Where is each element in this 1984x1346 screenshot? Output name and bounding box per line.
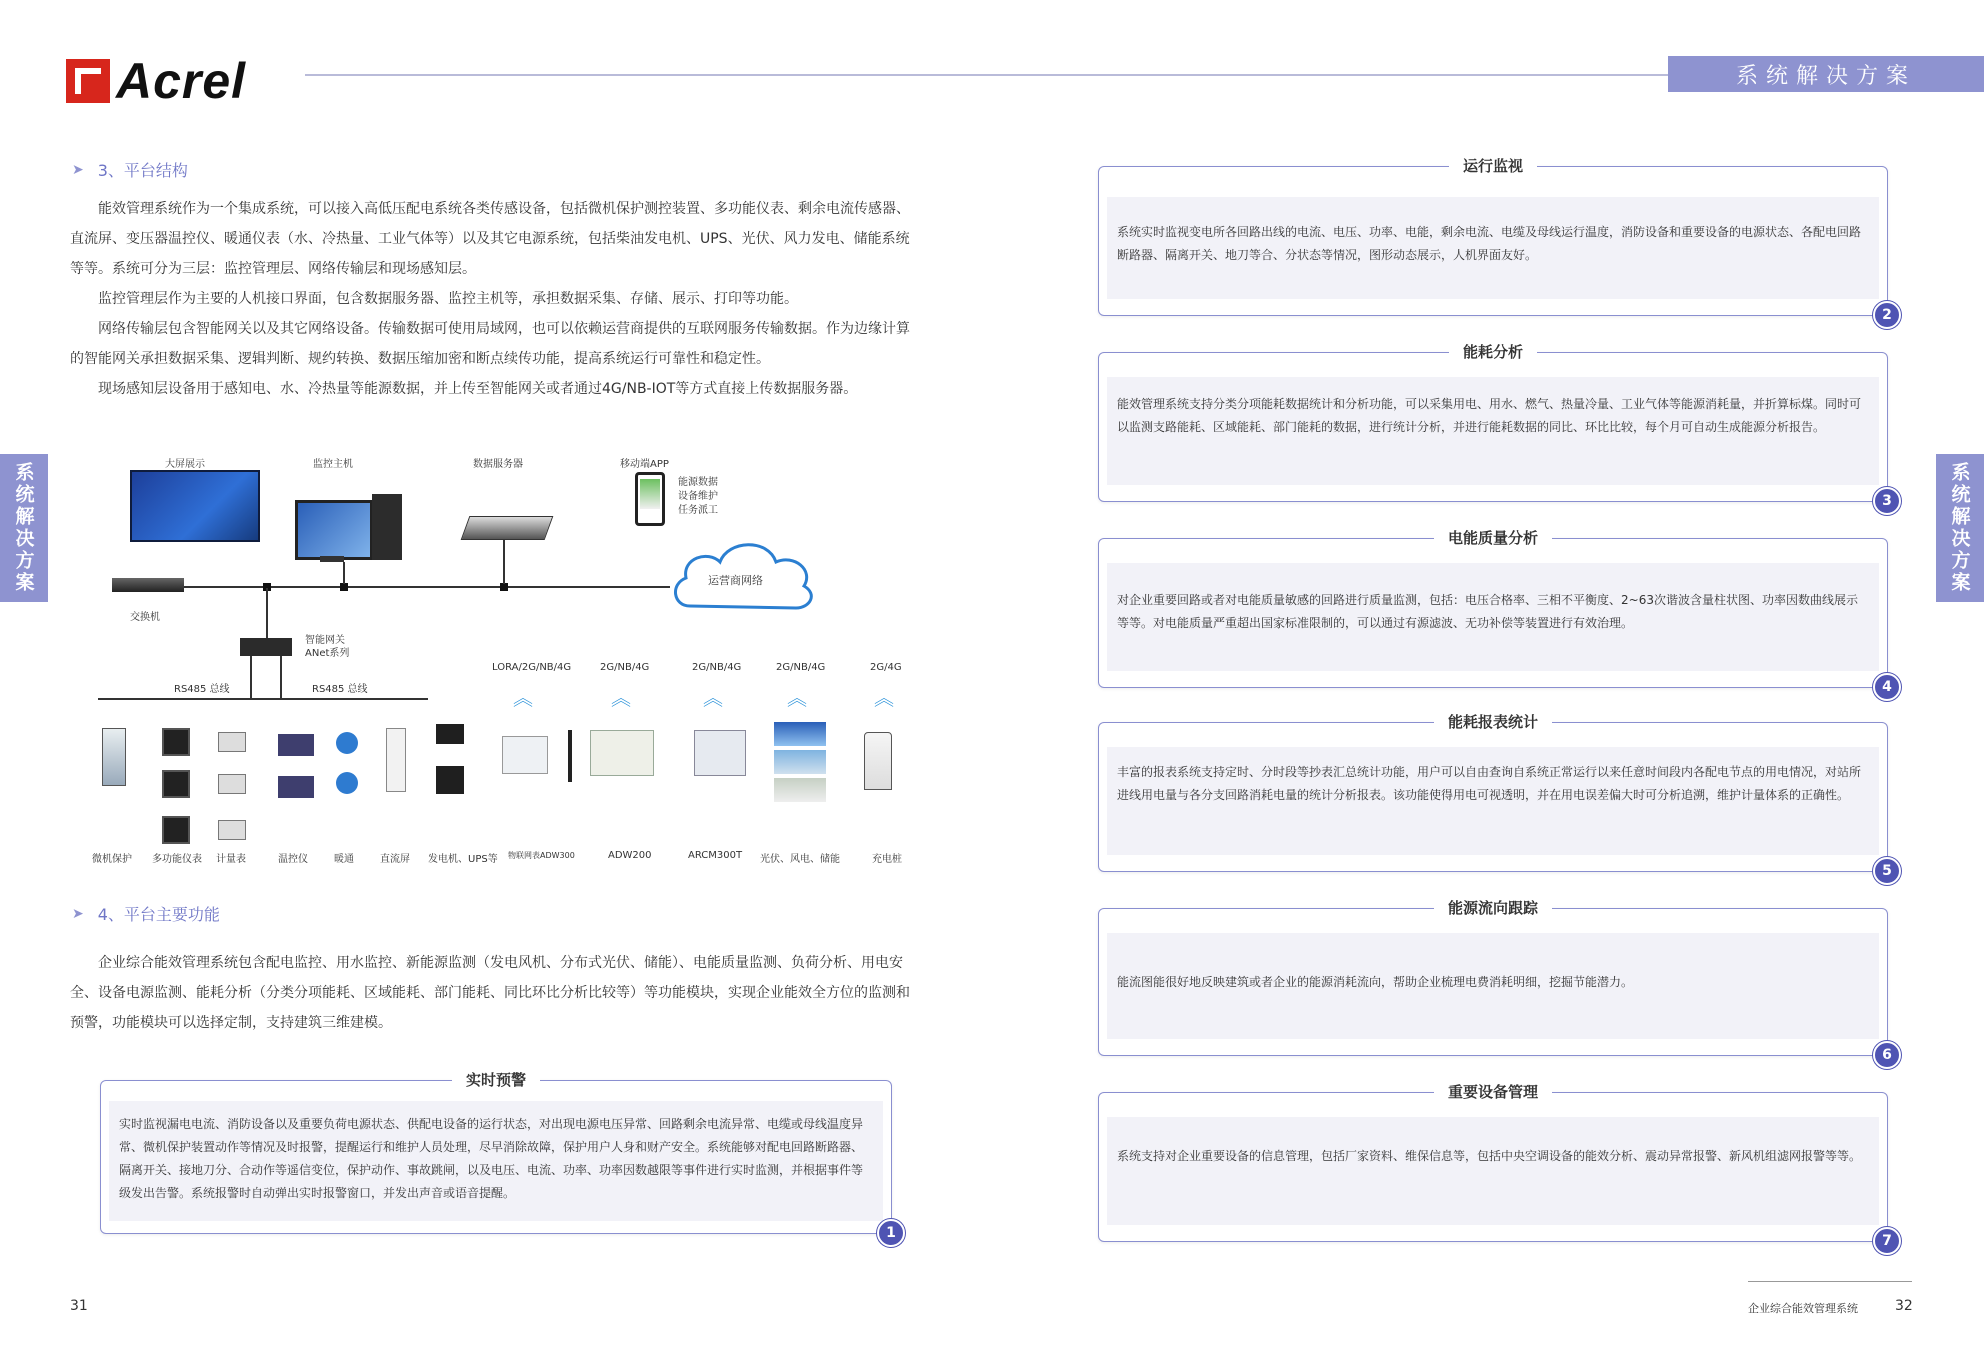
section-4-body [70,948,918,1038]
device-label: 暖通 [334,854,354,865]
multifunction-meter [162,770,190,798]
app-features [678,476,718,518]
multifunction-meter [162,728,190,756]
feature-box-equipment-management [1098,1083,1892,1249]
mobile-phone [635,472,665,526]
label-rs485-right: RS485 总线 [312,684,368,695]
device-label: 发电机、UPS等 [428,854,498,865]
gateway-label-line: 智能网关 [305,635,345,646]
wireless-label: 2G/4G [870,662,902,673]
dc-panel [386,728,406,792]
arrow-right-icon: ➤ [72,161,84,178]
hvac-meter [336,772,358,794]
wireless-label: 2G/NB/4G [692,662,742,673]
link [503,540,505,584]
feature-box-energy-flow [1098,899,1892,1063]
page-number-left: 31 [70,1298,88,1314]
paragraph: 网络传输层包含智能网关以及其它网络设备。传输数据可使用局域网，也可以依赖运营商提供的互联网服务传输数据。作为边缘计算的智能网关承担数据采集、逻辑判断、规约转换、数据压缩加密和断点续传功能，提高系统运行可靠性和稳定性。 [70,321,910,367]
device-label: 计量表 [216,854,246,865]
box-text: 实时监视漏电电流、消防设备以及重要负荷电源状态、供配电设备的运行状态，对出现电源电压异常、回路剩余电流异常、电缆或母线温度异常、微机保护装置动作等情况及时报警，提醒运行和维护人员处理，尽早消除故障，保护用户人身和财产安全。系统能够对配电回路断路器、隔离开关、接地刀分、合动作等遥信变位，保护动作、事故跳闸，以及电压、电流、功率、功率因数越限等事件进行实时监测，并根据事件等级发出告警。系统报警时自动弹出实时报警窗口，并发出声音或语音提醒。 [119,1117,864,1200]
box-text: 系统实时监视变电所各回路出线的电流、电压、功率、电能，剩余电流、电缆及母线运行温度，消防设备和重要设备的电源状态、各配电回路断路器、隔离开关、地刀等合、分状态等情况，图形动态展示，人机界面友好。 [1117,225,1862,262]
feature-box-energy-report [1098,713,1892,879]
temperature-controller [278,776,314,798]
page-number-right: 32 [1895,1298,1913,1314]
ups-unit [436,766,464,794]
feature-box-energy-analysis [1098,343,1892,509]
wireless-label: 2G/NB/4G [600,662,650,673]
wifi-icon: ︽ [703,686,723,710]
wireless-label: 2G/NB/4G [776,662,826,673]
antenna [568,730,572,782]
feature-box-operation-monitor [1098,157,1892,323]
arrow-right-icon: ➤ [72,905,84,922]
gateway-label-line: ANet系列 [305,648,350,659]
paragraph: 企业综合能效管理系统包含配电监控、用水监控、新能源监测（发电风机、分布式光伏、储能）、电能质量监测、负荷分析、用电安全、设备电源监测、能耗分析（分类分项能耗、区域能耗、部门能耗、同比环比分析比较等）等功能模块，实现企业能效全方位的监测和预警，功能模块可以选择定制，支持建筑三维建模。 [70,955,910,1031]
section-banner: 系统解决方案 [1668,56,1984,92]
app-note: 能源数据 [678,477,718,488]
wifi-icon: ︽ [611,686,631,710]
node [500,583,508,591]
gateway-label [305,634,349,660]
energy-storage-image [774,778,826,802]
side-tab-left: 系统解决方案 [0,454,48,602]
header-divider [305,74,1670,76]
brand-logo [66,52,246,110]
badge-number: 6 [1873,1041,1901,1069]
temperature-controller [278,734,314,756]
energy-meter [218,732,246,752]
wifi-icon: ︽ [787,686,807,710]
brand-name: Acrel [116,53,247,109]
box-inner [1107,1117,1879,1225]
box-title: 运行监视 [1099,155,1887,176]
smart-gateway [240,638,292,656]
cloud-label: 运营商网络 [708,574,763,587]
box-text: 能流图能很好地反映建筑或者企业的能源消耗流向，帮助企业梳理电费消耗明细，挖掘节能潜力。 [1117,975,1634,989]
box-title: 能源流向跟踪 [1099,897,1887,918]
microcomputer-protection-device [102,728,126,786]
section-3-title [72,158,188,181]
label-mobile-app: 移动端APP [620,459,669,470]
label-rs485-left: RS485 总线 [174,684,230,695]
side-tab-right: 系统解决方案 [1936,454,1984,602]
device-label: ADW200 [608,850,652,861]
badge-number: 2 [1873,301,1901,329]
link [280,656,282,698]
box-title: 重要设备管理 [1099,1081,1887,1102]
box-title: 电能质量分析 [1099,527,1887,548]
wind-power-image [774,750,826,774]
footer-doc-title: 企业综合能效管理系统 [1748,1302,1858,1315]
paragraph: 现场感知层设备用于感知电、水、冷热量等能源数据，并上传至智能网关或者通过4G/NB-IOT等方式直接上传数据服务器。 [98,381,858,397]
link [343,562,345,584]
multifunction-meter [162,816,190,844]
link [266,588,268,638]
label-big-screen: 大屏展示 [165,459,205,470]
badge-number: 7 [1873,1227,1901,1255]
badge-number: 3 [1873,487,1901,515]
app-note: 设备维护 [678,491,718,502]
generator-controller [436,724,464,744]
badge-number: 1 [877,1219,905,1247]
device-label: 物联网表ADW300 [508,851,575,860]
section-4-title [72,902,220,925]
big-screen-display [130,470,260,542]
box-text: 系统支持对企业重要设备的信息管理，包括厂家资料、维保信息等，包括中央空调设备的能效分析、震动异常报警、新风机组滤网报警等等。 [1117,1149,1862,1163]
app-note: 任务派工 [678,505,718,516]
monitor-screen [295,500,373,560]
paragraph: 能效管理系统作为一个集成系统，可以接入高低压配电系统各类传感设备，包括微机保护测控装置、多功能仪表、剩余电流传感器、直流屏、变压器温控仪、暖通仪表（水、冷热量、工业气体等）以及其它电源系统，包括柴油发电机、UPS、光伏、风力发电、储能系统等等。系统可分为三层：监控管理层、网络传输层和现场感知层。 [70,201,910,277]
box-title: 能耗分析 [1099,341,1887,362]
box-title: 实时预警 [101,1069,891,1090]
rs485-bus [98,698,428,700]
label-monitor-host: 监控主机 [313,459,353,470]
wifi-icon: ︽ [874,686,894,710]
network-bus [120,586,670,588]
label-data-server: 数据服务器 [473,459,523,470]
device-label: ARCM300T [688,850,743,861]
operator-network-cloud [668,536,818,616]
box-text: 对企业重要回路或者对电能质量敏感的回路进行质量监测，包括：电压合格率、三相不平衡度、2~63次谐波含量柱状图、功率因数曲线展示等等。对电能质量严重超出国家标准限制的，可以通过有源滤波、无功补偿等装置进行有效治理。 [1117,593,1858,630]
data-server [461,516,554,540]
device-label: 温控仪 [278,854,308,865]
adw200-meter [590,730,654,776]
label-switch: 交换机 [130,612,160,623]
wireless-label: LORA/2G/NB/4G [492,662,572,673]
hvac-meter [336,732,358,754]
device-label: 直流屏 [380,854,410,865]
arcm300t-meter [694,730,746,776]
feature-box-power-quality [1098,529,1892,695]
wifi-icon: ︽ [513,686,533,710]
box-title: 能耗报表统计 [1099,711,1887,732]
box-text: 能效管理系统支持分类分项能耗数据统计和分析功能，可以采集用电、用水、燃气、热量冷量、工业气体等能源消耗量，并折算标煤。同时可以监测支路能耗、区域能耗、部门能耗的数据，进行统计分析，并进行能耗数据的同比、环比比较，每个月可自动生成能源分析报告。 [1117,397,1862,434]
network-switch [112,578,184,592]
energy-meter [218,774,246,794]
device-label: 充电桩 [872,854,902,865]
device-label: 微机保护 [92,854,132,865]
iot-meter-adw300 [502,736,548,774]
section-3-body [70,194,918,404]
feature-box-realtime-alarm [100,1071,896,1241]
section-4-title-text: 4、平台主要功能 [97,905,220,924]
charging-pile [864,732,892,790]
pc-tower [372,494,402,560]
device-label: 光伏、风电、储能 [760,854,840,865]
badge-number: 5 [1873,857,1901,885]
box-text: 丰富的报表系统支持定时、分时段等抄表汇总统计功能，用户可以自由查询自系统正常运行以来任意时间段内各配电节点的用电情况，对站所进线用电量与各分支回路消耗电量的统计分析报表。该功能使得用电可视透明，并在用电误差偏大时可分析追溯，维护计量体系的正确性。 [1117,765,1862,802]
solar-panel-image [774,722,826,746]
platform-architecture-diagram [90,450,920,870]
device-label: 多功能仪表 [152,854,202,865]
energy-meter [218,820,246,840]
footer-divider [1748,1281,1912,1282]
paragraph: 监控管理层作为主要的人机接口界面，包含数据服务器、监控主机等，承担数据采集、存储、展示、打印等功能。 [98,291,798,307]
badge-number: 4 [1873,673,1901,701]
node [340,583,348,591]
link [250,656,252,698]
section-3-title-text: 3、平台结构 [97,161,188,180]
acrel-logo-icon [66,59,110,103]
monitor-stand [320,556,344,562]
